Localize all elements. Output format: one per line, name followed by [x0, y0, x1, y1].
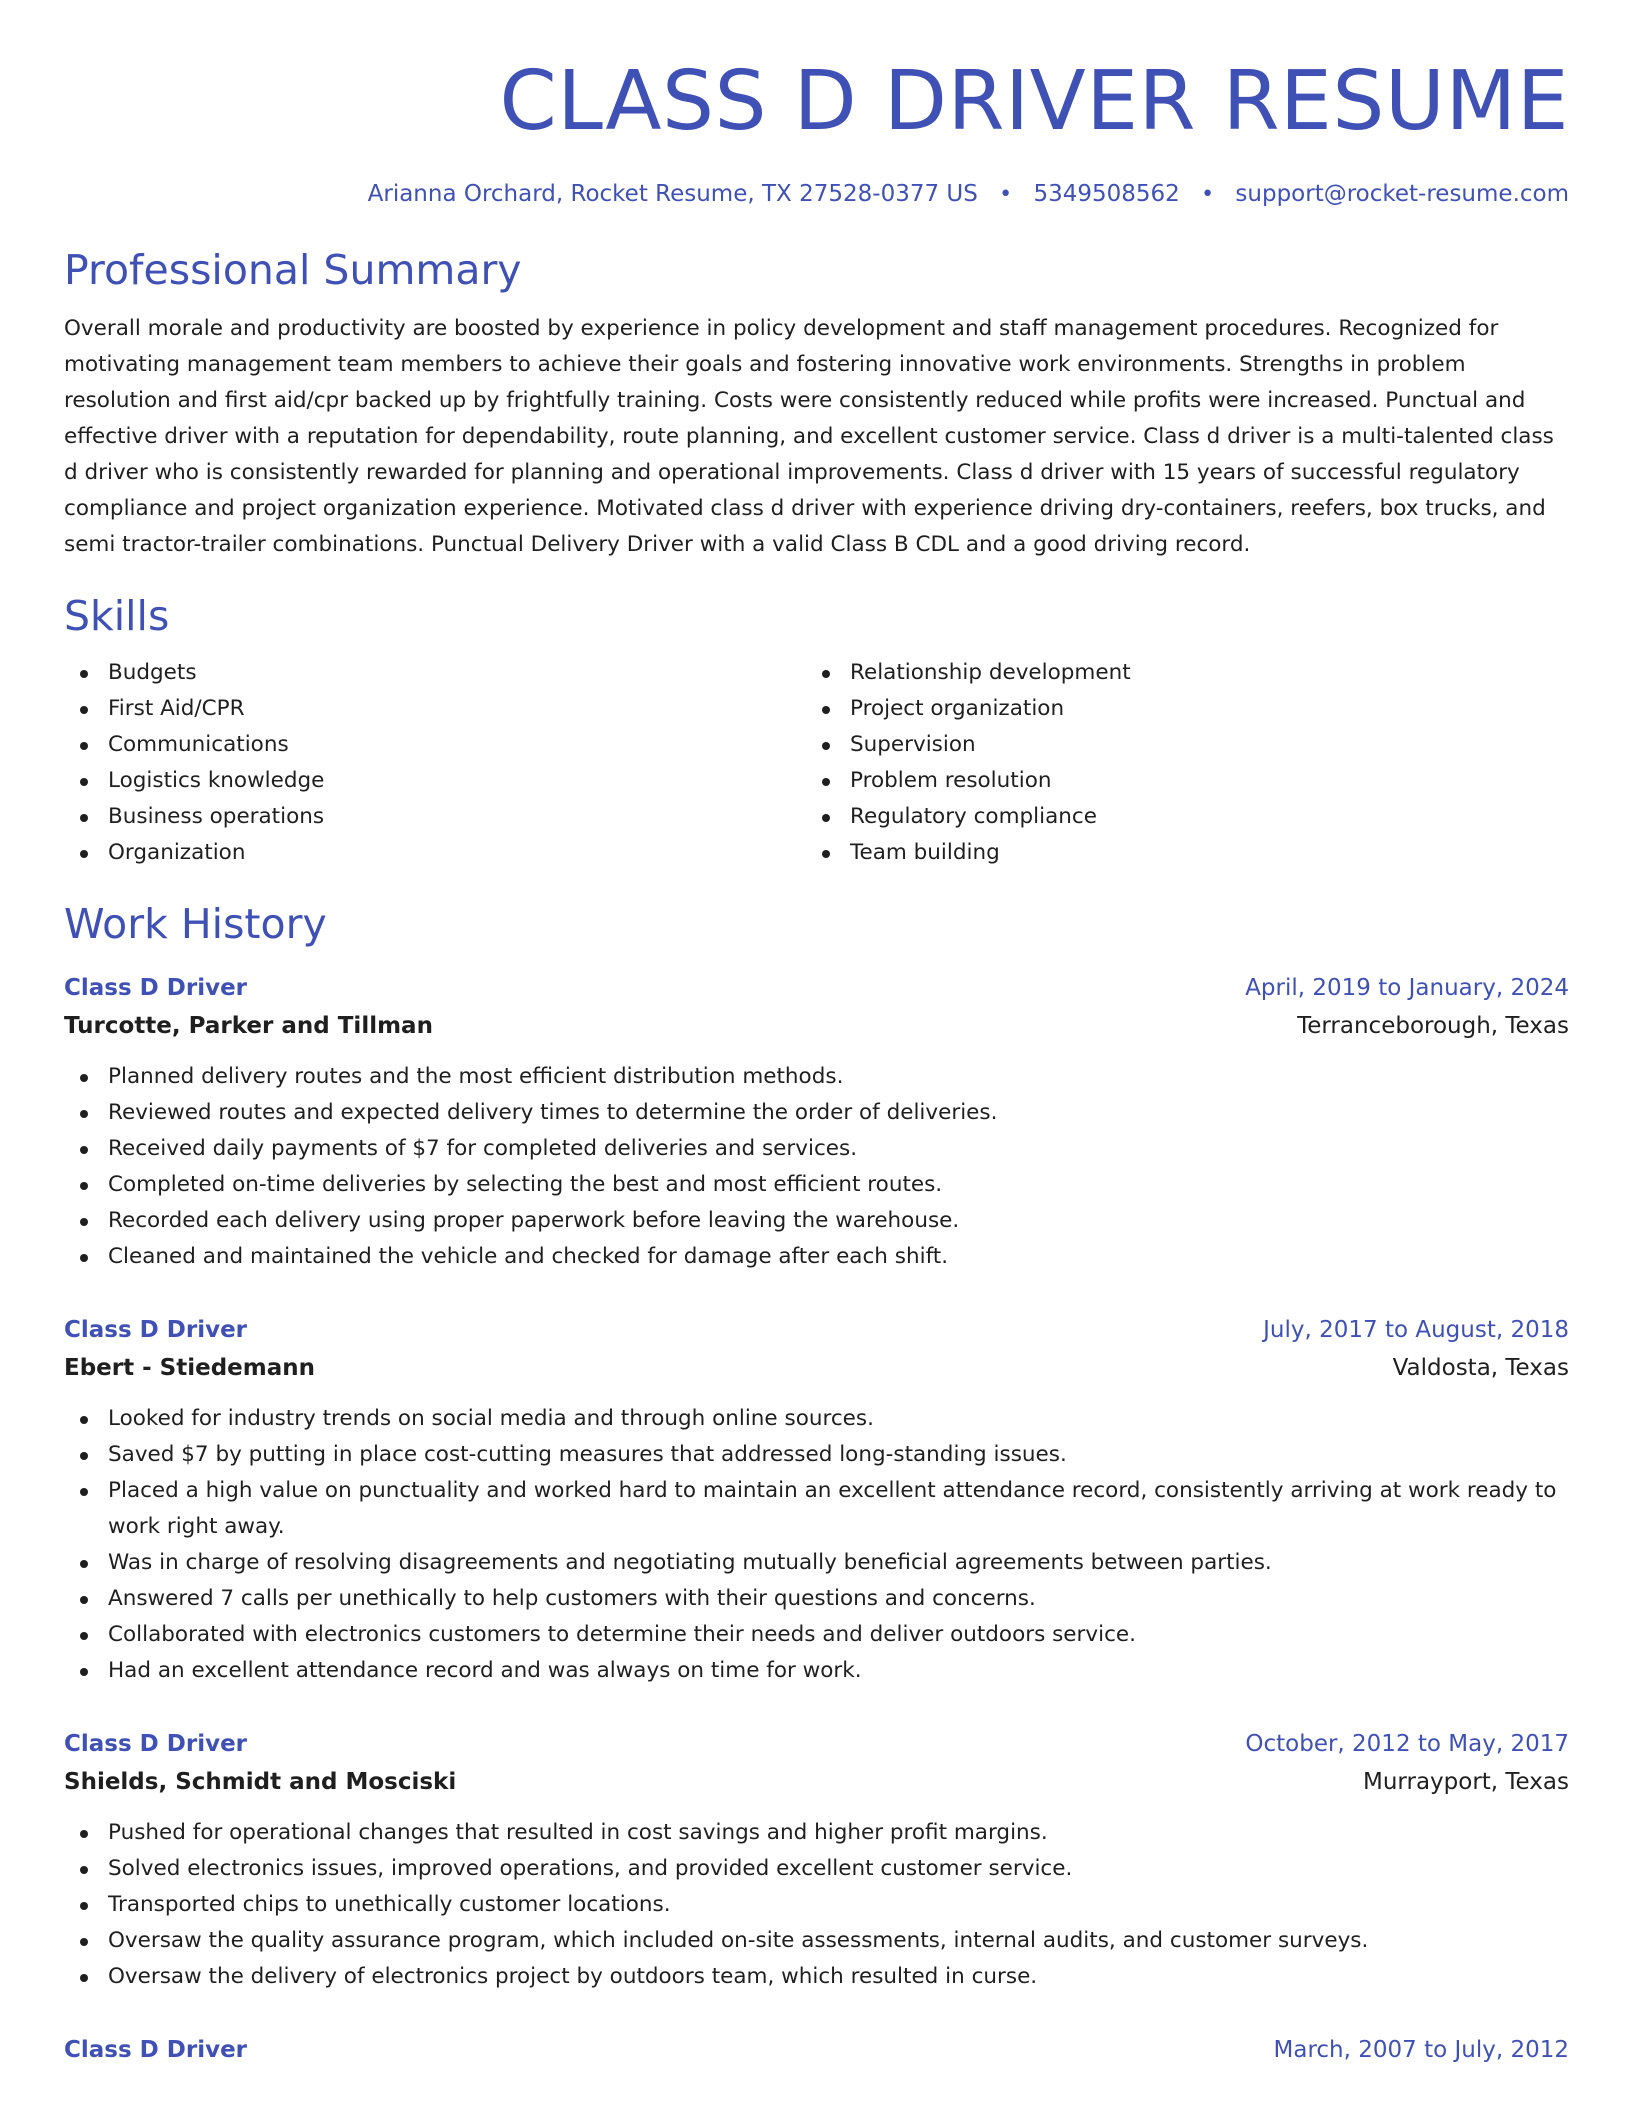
bullet-dot-icon — [80, 850, 88, 858]
list-item-text: Project organization — [850, 696, 1065, 721]
list-item-text: Placed a high value on punctuality and worked hard to maintain an excellent attendance record, consistently arriving at work ready to work right away. — [108, 1478, 1557, 1539]
job-dates: July, 2017 to August, 2018 — [1263, 1317, 1569, 1343]
list-item — [64, 1923, 1569, 1959]
list-item-text: Oversaw the quality assurance program, which included on-site assessments, internal audits, and customer surveys. — [108, 1928, 1369, 1953]
bullet-dot-icon — [822, 814, 830, 822]
skills-column-right — [806, 655, 1548, 871]
bullet-dot-icon — [80, 1596, 88, 1604]
job-title: Class D Driver — [64, 975, 248, 1001]
bullet-dot-icon — [80, 1254, 88, 1262]
list-item — [64, 1059, 1569, 1095]
job-company-row — [64, 1007, 1569, 1045]
skills-grid — [64, 655, 1569, 871]
list-item-text: Planned delivery routes and the most efficient distribution methods. — [108, 1064, 844, 1089]
summary-text: Overall morale and productivity are boosted by experience in policy development and staff management procedures. Recognized for motivating management team members to achieve their goals and fostering innovative work environments. Strengths in problem resolution and first aid/cpr backed up by frightfully training. Costs were consistently reduced while profits were increased. Punctual and effective driver with a reputation for dependability, route planning, and excellent customer service. Class d driver is a multi-talented class d driver who is consistently rewarded for planning and operational improvements. Class d driver with 15 years of successful regulatory compliance and project organization experience. Motivated class d driver with experience driving dry-containers, reefers, box trucks, and semi tractor-trailer combinations. Punctual Delivery Driver with a valid Class B CDL and a good driving record. — [64, 316, 1554, 557]
list-item-text: Transported chips to unethically customer locations. — [108, 1892, 671, 1917]
bullet-dot-icon — [80, 1416, 88, 1424]
bullet-dot-icon — [80, 814, 88, 822]
bullet-dot-icon — [80, 1182, 88, 1190]
job-entry — [64, 969, 1569, 1275]
summary-section — [64, 243, 1569, 563]
list-item-text: Cleaned and maintained the vehicle and checked for damage after each shift. — [108, 1244, 949, 1269]
job-location: Valdosta, Texas — [1392, 1355, 1569, 1381]
bullet-dot-icon — [80, 1110, 88, 1118]
contact-phone: 5349508562 — [1033, 181, 1180, 207]
list-item — [806, 727, 1548, 763]
job-company: Shields, Schmidt and Mosciski — [64, 1769, 457, 1795]
list-item — [64, 1095, 1569, 1131]
bullet-dot-icon — [822, 670, 830, 678]
skills-column-left — [64, 655, 806, 871]
list-item — [64, 1167, 1569, 1203]
job-location: Terranceborough, Texas — [1297, 1013, 1569, 1039]
list-item — [64, 1131, 1569, 1167]
job-dates: April, 2019 to January, 2024 — [1245, 975, 1569, 1001]
list-item — [64, 655, 806, 691]
job-entry — [64, 1311, 1569, 1689]
job-duties-list — [64, 1059, 1569, 1275]
resume-header — [64, 0, 1569, 211]
job-title-row — [64, 1311, 1569, 1349]
list-item-text: Regulatory compliance — [850, 804, 1097, 829]
job-title: Class D Driver — [64, 2037, 248, 2063]
job-duties-list — [64, 1815, 1569, 1995]
job-dates: March, 2007 to July, 2012 — [1273, 2037, 1569, 2063]
contact-separator: • — [999, 182, 1013, 207]
list-item — [64, 835, 806, 871]
bullet-dot-icon — [80, 742, 88, 750]
list-item-text: Organization — [108, 840, 246, 865]
bullet-dot-icon — [80, 1146, 88, 1154]
list-item — [64, 1815, 1569, 1851]
list-item-text: Answered 7 calls per unethically to help customers with their questions and concerns. — [108, 1586, 1036, 1611]
bullet-dot-icon — [80, 1830, 88, 1838]
list-item-text: Had an excellent attendance record and was always on time for work. — [108, 1658, 862, 1683]
job-company: Ebert - Stiedemann — [64, 1355, 316, 1381]
list-item — [64, 1581, 1569, 1617]
list-item-text: Received daily payments of $7 for completed deliveries and services. — [108, 1136, 858, 1161]
list-item — [64, 763, 806, 799]
list-item-text: Was in charge of resolving disagreements and negotiating mutually beneficial agreements between parties. — [108, 1550, 1272, 1575]
list-item-text: Solved electronics issues, improved operations, and provided excellent customer service. — [108, 1856, 1073, 1881]
list-item — [64, 691, 806, 727]
list-item-text: Communications — [108, 732, 289, 757]
bullet-dot-icon — [80, 670, 88, 678]
contact-separator: • — [1201, 182, 1215, 207]
job-company-row — [64, 1349, 1569, 1387]
job-entry — [64, 1725, 1569, 1995]
job-list — [64, 969, 1569, 2069]
list-item-text: Completed on-time deliveries by selecting the best and most efficient routes. — [108, 1172, 943, 1197]
resume-page — [64, 0, 1569, 2069]
list-item-text: Supervision — [850, 732, 976, 757]
work-history-section — [64, 897, 1569, 2069]
contact-line — [64, 178, 1569, 211]
list-item-text: Relationship development — [850, 660, 1131, 685]
job-location: Murrayport, Texas — [1363, 1769, 1569, 1795]
list-item — [64, 1545, 1569, 1581]
list-item — [64, 1473, 1569, 1545]
list-item — [806, 691, 1548, 727]
list-item-text: Collaborated with electronics customers to determine their needs and deliver outdoors service. — [108, 1622, 1136, 1647]
job-company: Turcotte, Parker and Tillman — [64, 1013, 433, 1039]
list-item-text: Oversaw the delivery of electronics project by outdoors team, which resulted in curse. — [108, 1964, 1038, 1989]
bullet-dot-icon — [80, 1218, 88, 1226]
list-item — [806, 835, 1548, 871]
bullet-dot-icon — [80, 706, 88, 714]
summary-heading: Professional Summary — [64, 246, 522, 294]
list-item-text: Logistics knowledge — [108, 768, 325, 793]
bullet-dot-icon — [80, 1488, 88, 1496]
bullet-dot-icon — [822, 850, 830, 858]
contact-email: support@rocket-resume.com — [1235, 181, 1569, 207]
list-item-text: Problem resolution — [850, 768, 1052, 793]
list-item — [806, 799, 1548, 835]
resume-title: CLASS D DRIVER RESUME — [499, 54, 1569, 149]
list-item — [64, 1617, 1569, 1653]
job-title-row — [64, 1725, 1569, 1763]
list-item — [806, 763, 1548, 799]
bullet-dot-icon — [80, 1560, 88, 1568]
job-title-row — [64, 2031, 1569, 2069]
bullet-dot-icon — [80, 1902, 88, 1910]
job-title: Class D Driver — [64, 1317, 248, 1343]
skills-heading: Skills — [64, 592, 170, 640]
bullet-dot-icon — [80, 1938, 88, 1946]
work-history-heading: Work History — [64, 900, 327, 948]
job-company-row — [64, 1763, 1569, 1801]
list-item-text: Saved $7 by putting in place cost-cutting measures that addressed long-standing issues. — [108, 1442, 1067, 1467]
job-title-row — [64, 969, 1569, 1007]
bullet-dot-icon — [80, 1632, 88, 1640]
bullet-dot-icon — [80, 778, 88, 786]
list-item — [64, 1887, 1569, 1923]
bullet-dot-icon — [80, 1668, 88, 1676]
bullet-dot-icon — [822, 778, 830, 786]
list-item-text: Pushed for operational changes that resulted in cost savings and higher profit margins. — [108, 1820, 1048, 1845]
list-item — [64, 1851, 1569, 1887]
list-item — [64, 727, 806, 763]
list-item-text: Business operations — [108, 804, 325, 829]
list-item-text: Looked for industry trends on social media and through online sources. — [108, 1406, 874, 1431]
bullet-dot-icon — [80, 1452, 88, 1460]
list-item — [806, 655, 1548, 691]
list-item — [64, 1401, 1569, 1437]
job-entry — [64, 2031, 1569, 2069]
list-item — [64, 1437, 1569, 1473]
job-title: Class D Driver — [64, 1731, 248, 1757]
list-item-text: Recorded each delivery using proper paperwork before leaving the warehouse. — [108, 1208, 960, 1233]
list-item — [64, 1239, 1569, 1275]
list-item — [64, 1203, 1569, 1239]
list-item-text: Reviewed routes and expected delivery times to determine the order of deliveries. — [108, 1100, 998, 1125]
list-item — [64, 799, 806, 835]
bullet-dot-icon — [80, 1866, 88, 1874]
contact-address: Arianna Orchard, Rocket Resume, TX 27528-0377 US — [367, 181, 978, 207]
bullet-dot-icon — [822, 706, 830, 714]
job-duties-list — [64, 1401, 1569, 1689]
bullet-dot-icon — [80, 1974, 88, 1982]
job-dates: October, 2012 to May, 2017 — [1245, 1731, 1569, 1757]
list-item-text: First Aid/CPR — [108, 696, 245, 721]
bullet-dot-icon — [822, 742, 830, 750]
list-item-text: Team building — [850, 840, 1000, 865]
list-item — [64, 1653, 1569, 1689]
bullet-dot-icon — [80, 1074, 88, 1082]
list-item-text: Budgets — [108, 660, 197, 685]
list-item — [64, 1959, 1569, 1995]
skills-section — [64, 589, 1569, 871]
